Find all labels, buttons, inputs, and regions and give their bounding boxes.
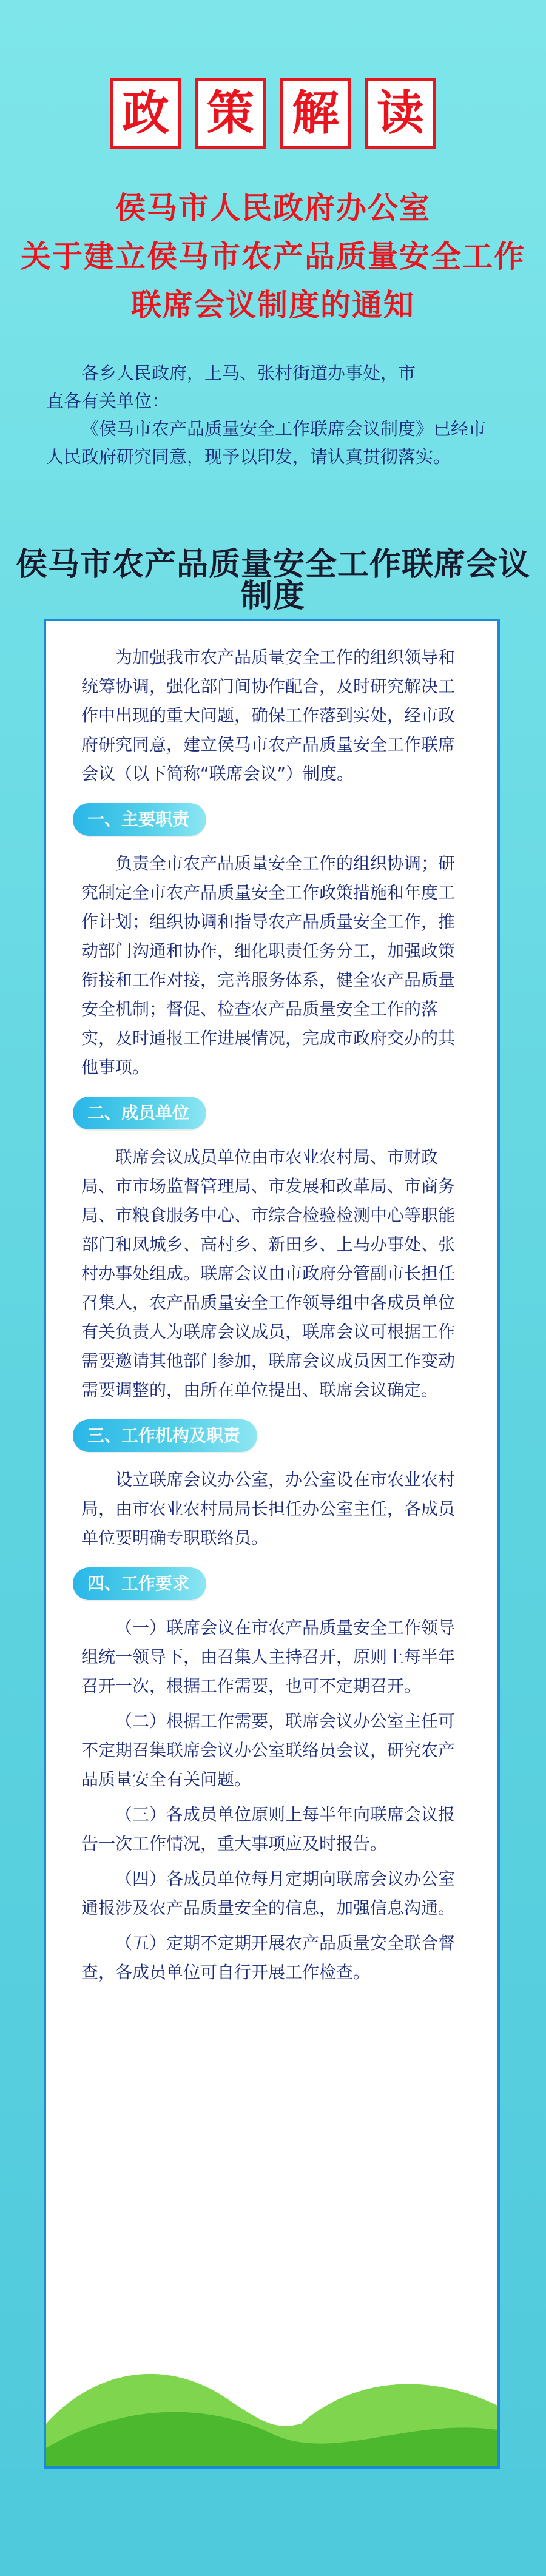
section-paragraph: 负责全市农产品质量安全工作的组织协调；研究制定全市农产品质量安全工作政策措施和年度工作计划；组织协调和指导农产品质量安全工作，推动部门沟通和协作，细化职责任务分工，加强政策衔接和工作对接，完善服务体系，健全农产品质量安全机制；督促、检查农产品质量安全工作的落实，及时通报工作进展情况，完成市政府交办的其他事项。 bbox=[81, 853, 456, 1077]
banner-char-1: 政 bbox=[110, 78, 181, 149]
green-hills-decoration bbox=[46, 2333, 497, 2466]
notice-title-line1: 关于建立侯马市农产品质量安全工作 bbox=[21, 239, 525, 274]
section-heading-requirements: 四、工作要求 bbox=[73, 1567, 206, 1600]
document-card bbox=[44, 619, 500, 2469]
banner-char-3: 解 bbox=[280, 78, 351, 149]
section-paragraph: 联席会议成员单位由市农业农村局、市财政局、市市场监督管理局、市发展和改革局、市商务局、市粮食服务中心、市综合检验检测中心等职能部门和凤城乡、高村乡、新田乡、上马办事处、张村办事处组成。联席会议由市政府分管副市长担任召集人，农产品质量安全工作领导组中各成员单位有关负责人为联席会议成员，联席会议可根据工作需要邀请其他部门参加，联席会议成员因工作变动需要调整的，由所在单位提出、联席会议确定。 bbox=[81, 1147, 456, 1400]
footer-background bbox=[0, 2469, 546, 2576]
requirement-item-5: （五）定期不定期开展农产品质量安全联合督查，各成员单位可自行开展工作检查。 bbox=[81, 1933, 456, 1982]
section-heading-duties: 一、主要职责 bbox=[73, 803, 206, 836]
notice-paragraph: 《侯马市农产品质量安全工作联席会议制度》已经市人民政府研究同意，现予以印发，请认真贯彻落实。 bbox=[46, 419, 487, 467]
document-body bbox=[81, 643, 470, 1993]
notice-addressee-line2: 直各有关单位： bbox=[46, 391, 170, 411]
banner-char-4: 读 bbox=[365, 78, 436, 149]
notice-title-line2: 联席会议制度的通知 bbox=[131, 288, 415, 323]
banner-title bbox=[0, 78, 546, 149]
document-title: 侯马市农产品质量安全工作联席会议制度 bbox=[15, 546, 530, 614]
notice-addressee-line1: 各乡人民政府，上马、张村街道办事处，市 bbox=[81, 363, 416, 383]
section-paragraph: 设立联席会议办公室，办公室设在市农业农村局，由市农业农村局局长担任办公室主任，各成员单位要明确专职联络员。 bbox=[81, 1470, 456, 1548]
requirement-item-3: （三）各成员单位原则上每半年向联席会议报告一次工作情况，重大事项应及时报告。 bbox=[81, 1804, 456, 1854]
section-heading-office: 三、工作机构及职责 bbox=[73, 1419, 257, 1452]
section-heading-members: 二、成员单位 bbox=[73, 1097, 206, 1129]
banner-char-2: 策 bbox=[195, 78, 266, 149]
requirement-item-1: （一）联席会议在市农产品质量安全工作领导组统一领导下，由召集人主持召开，原则上每半年召开一次，根据工作需要，也可不定期召开。 bbox=[81, 1618, 456, 1696]
notice-issuer: 侯马市人民政府办公室 bbox=[115, 190, 431, 226]
document-preamble: 为加强我市农产品质量安全工作的组织领导和统筹协调，强化部门间协作配合，及时研究解决工作中出现的重大问题，确保工作落到实处，经市政府研究同意，建立侯马市农产品质量安全工作联席会议（以下简称“联席会议”）制度。 bbox=[81, 647, 456, 784]
requirement-item-4: （四）各成员单位每月定期向联席会议办公室通报涉及农产品质量安全的信息，加强信息沟通。 bbox=[81, 1869, 456, 1918]
requirement-item-2: （二）根据工作需要，联席会议办公室主任可不定期召集联席会议办公室联络员会议，研究农产品质量安全有关问题。 bbox=[81, 1711, 456, 1789]
notice-body bbox=[46, 359, 501, 471]
